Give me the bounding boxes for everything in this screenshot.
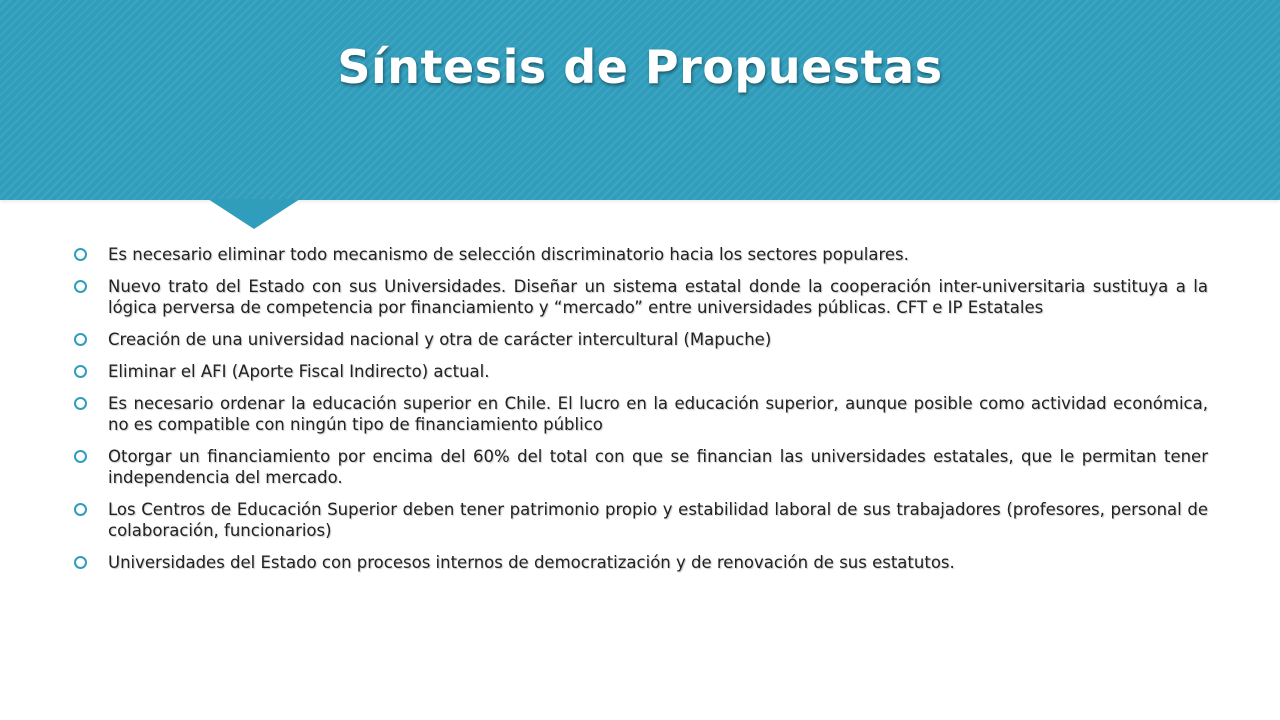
bullet-item-4: [70, 361, 1208, 382]
bullet-text: Universidades del Estado con procesos internos de democratización y de renovación de sus estatutos.: [108, 553, 955, 572]
circle-outline-bullet-icon: [74, 248, 87, 261]
bullet-text: Nuevo trato del Estado con sus Universidades. Diseñar un sistema estatal donde la cooperación inter-universitaria sustituya a la lógica perversa de competencia por financiamiento y “mercado” entre universidades públicas. CFT e IP Estatales: [108, 277, 1208, 317]
bullet-item-7: [70, 499, 1208, 541]
bullet-text: Es necesario ordenar la educación superior en Chile. El lucro en la educación superior, aunque posible como actividad económica, no es compatible con ningún tipo de financiamiento público: [108, 394, 1208, 434]
bullet-text: Eliminar el AFI (Aporte Fiscal Indirecto) actual.: [108, 362, 490, 381]
circle-outline-bullet-icon: [74, 397, 87, 410]
circle-outline-bullet-icon: [74, 365, 87, 378]
bullet-item-2: [70, 276, 1208, 318]
bullet-text: Los Centros de Educación Superior deben tener patrimonio propio y estabilidad laboral de sus trabajadores (profesores, personal de colaboración, funcionarios): [108, 500, 1208, 540]
bullet-text: Otorgar un financiamiento por encima del 60% del total con que se financian las universidades estatales, que le permitan tener independencia del mercado.: [108, 447, 1208, 487]
bullet-text: Creación de una universidad nacional y otra de carácter intercultural (Mapuche): [108, 330, 772, 349]
bullet-item-8: [70, 552, 1208, 573]
circle-outline-bullet-icon: [74, 503, 87, 516]
circle-outline-bullet-icon: [74, 556, 87, 569]
proposal-bullet-list: [70, 244, 1208, 584]
bullet-item-6: [70, 446, 1208, 488]
circle-outline-bullet-icon: [74, 280, 87, 293]
bullet-item-5: [70, 393, 1208, 435]
circle-outline-bullet-icon: [74, 333, 87, 346]
header-notch-decoration: [208, 199, 300, 229]
bullet-text: Es necesario eliminar todo mecanismo de selección discriminatorio hacia los sectores populares.: [108, 245, 909, 264]
bullet-item-1: [70, 244, 1208, 265]
title-header-band: [0, 0, 1280, 200]
bullet-item-3: [70, 329, 1208, 350]
circle-outline-bullet-icon: [74, 450, 87, 463]
slide-title: Síntesis de Propuestas: [337, 40, 943, 94]
